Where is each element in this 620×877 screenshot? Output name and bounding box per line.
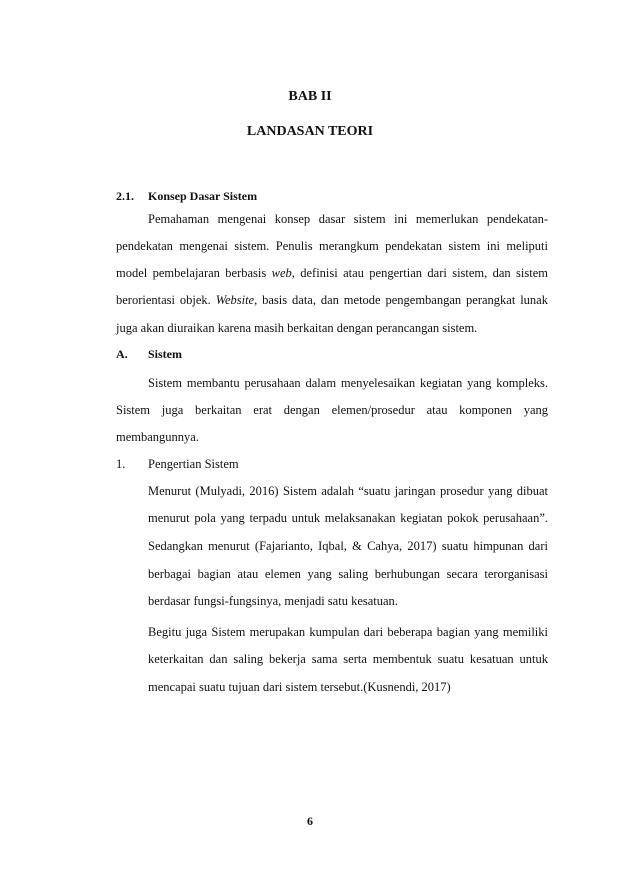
- pengertian-paragraph-line: Menurut (Mulyadi, 2016) Sistem adalah “suatu jaringan prosedur yang dibuat: [148, 484, 548, 498]
- pengertian-paragraph-line: menurut pola yang terpadu untuk melaksanakan kegiatan pokok perusahaan”.: [148, 511, 548, 525]
- section-paragraph-line: Pemahaman mengenai konsep dasar sistem ini memerlukan pendekatan-: [148, 212, 548, 226]
- page-number: 6: [307, 814, 313, 828]
- pengertian-paragraph-line: Sedangkan menurut (Fajarianto, Iqbal, & Cahya, 2017) suatu himpunan dari: [148, 539, 548, 553]
- section-number: 2.1.: [116, 189, 134, 203]
- pengertian-paragraph-line: berdasar fungsi-fungsinya, menjadi satu kesatuan.: [148, 594, 398, 608]
- pengertian-paragraph-line: berbagai bagian atau elemen yang saling berhubungan secara terorganisasi: [148, 567, 548, 581]
- section-title: Konsep Dasar Sistem: [148, 189, 258, 203]
- pengertian-paragraph-line: keterkaitan dan saling bekerja sama serta membentuk suatu kesatuan untuk: [148, 652, 548, 666]
- chapter-label: BAB II: [288, 89, 332, 104]
- sistem-paragraph-line: Sistem membantu perusahaan dalam menyelesaikan kegiatan yang kompleks.: [148, 376, 548, 390]
- section-paragraph-line: model pembelajaran berbasis web, definisi atau pengertian dari sistem, dan sistem: [116, 266, 548, 280]
- section-paragraph-line: berorientasi objek. Website, basis data, dan metode pengembangan perangkat lunak: [116, 293, 548, 307]
- sistem-paragraph-line: Sistem juga berkaitan erat dengan elemen/prosedur atau komponen yang: [116, 403, 548, 417]
- section-paragraph-line: juga akan diuraikan karena masih berkaitan dengan perancangan sistem.: [116, 321, 478, 335]
- subheading-letter: A.: [116, 347, 128, 361]
- sistem-paragraph-line: membangunnya.: [116, 430, 199, 444]
- list-number: 1.: [116, 457, 126, 471]
- pengertian-paragraph-line: mencapai suatu tujuan dari sistem tersebut.(Kusnendi, 2017): [148, 680, 451, 694]
- pengertian-paragraph-line: Begitu juga Sistem merupakan kumpulan dari beberapa bagian yang memiliki: [148, 625, 548, 639]
- subheading-title: Sistem: [148, 347, 182, 361]
- section-paragraph-line: pendekatan mengenai sistem. Penulis merangkum pendekatan sistem ini meliputi: [116, 239, 548, 253]
- chapter-title: LANDASAN TEORI: [246, 124, 374, 139]
- list-title: Pengertian Sistem: [148, 457, 239, 471]
